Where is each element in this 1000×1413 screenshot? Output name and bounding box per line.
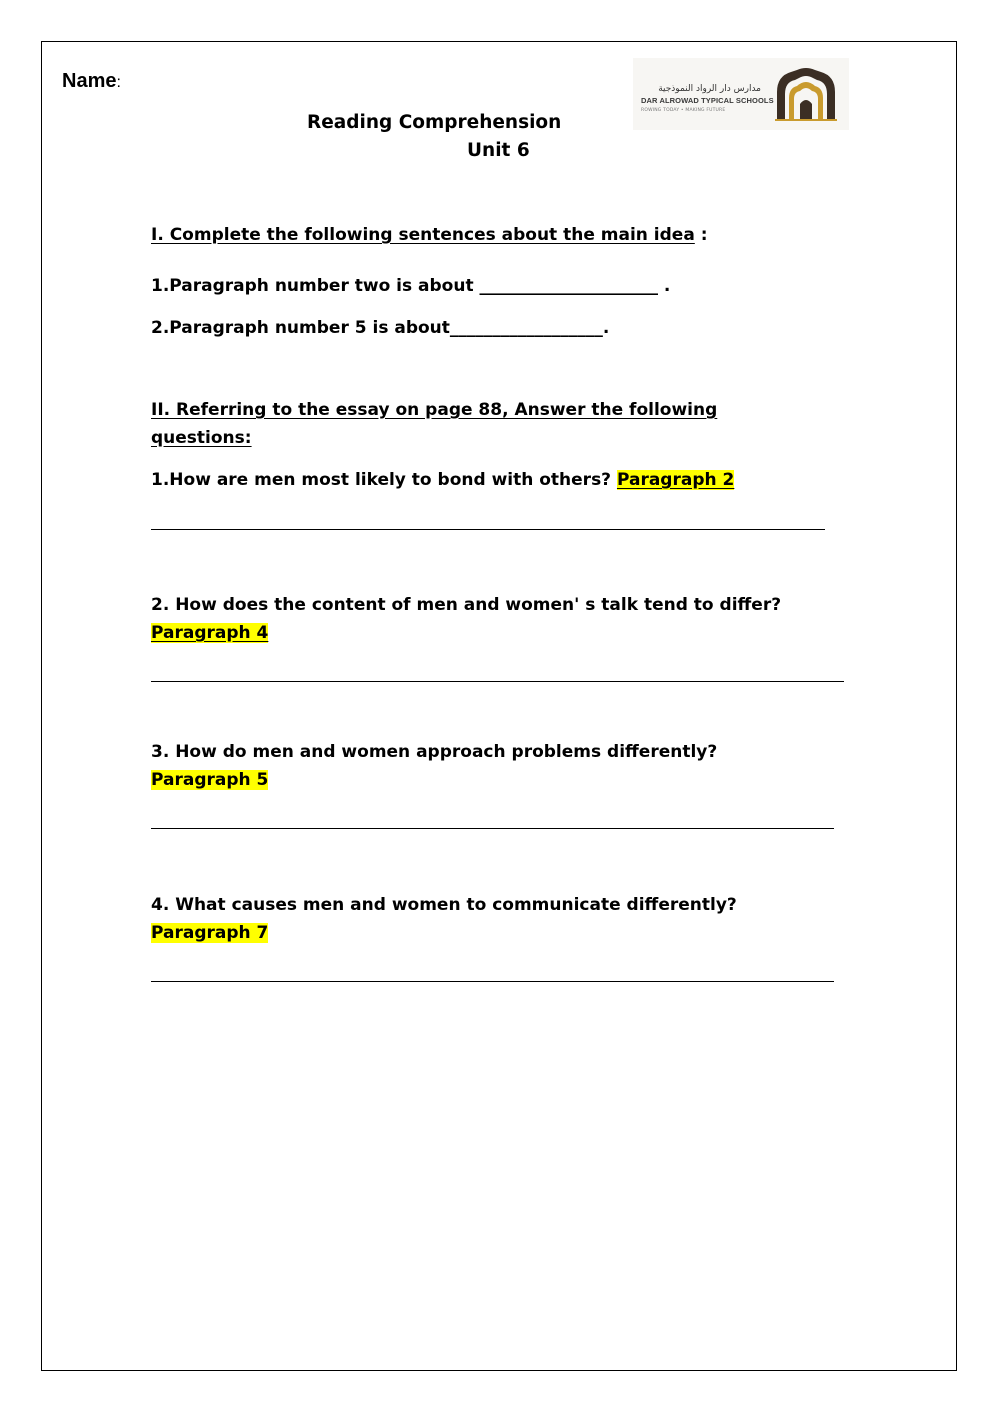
logo-english-text: DAR ALROWAD TYPICAL SCHOOLS [641,96,774,105]
section2-heading-line2 [151,428,252,448]
question-4-text: 4. What causes men and women to communicate differently? [151,895,737,915]
logo-arabic-text: مدارس دار الرواد النموذجية [658,84,761,94]
section2-heading-line1 [151,400,717,420]
worksheet-title: Reading Comprehension [307,112,562,133]
section2-heading-line1-text: II. Referring to the essay on page 88, Answer the following [151,400,718,420]
school-logo [633,58,849,130]
question-1 [151,470,734,490]
question-4-ref-wrap [151,923,268,943]
name-colon: : [116,74,121,91]
question-1-text: 1.How are men most likely to bond with others? [151,470,617,490]
question-3-ref-wrap [151,770,268,790]
section1-item-1: 1.Paragraph number two is about _____________________ . [151,276,671,296]
question-2-text: 2. How does the content of men and women' s talk tend to differ? [151,595,782,615]
question-2-ref-wrap [151,623,268,643]
logo-tagline: ROWING TODAY • MAKING FUTURE [641,108,726,113]
section1-heading [151,225,708,245]
question-3-text: 3. How do men and women approach problems differently? [151,742,718,762]
question-3-ref: Paragraph 5 [151,770,269,790]
answer-line-4 [151,981,834,982]
answer-line-2 [151,681,844,682]
section2-heading-line2-text: questions: [151,428,252,448]
question-4-ref: Paragraph 7 [151,923,269,943]
answer-line-3 [151,828,834,829]
section1-item-2: 2.Paragraph number 5 is about__________________. [151,318,610,338]
section1-heading-suffix: : [694,225,708,245]
school-emblem-icon [771,66,841,122]
section1-heading-text: I. Complete the following sentences about the main idea [151,225,695,245]
question-1-ref: Paragraph 2 [616,470,735,490]
answer-line-1 [151,529,825,530]
worksheet-subtitle: Unit 6 [467,140,530,161]
question-2-ref: Paragraph 4 [151,623,269,643]
name-label-text: Name [62,70,117,92]
name-label [62,70,121,93]
